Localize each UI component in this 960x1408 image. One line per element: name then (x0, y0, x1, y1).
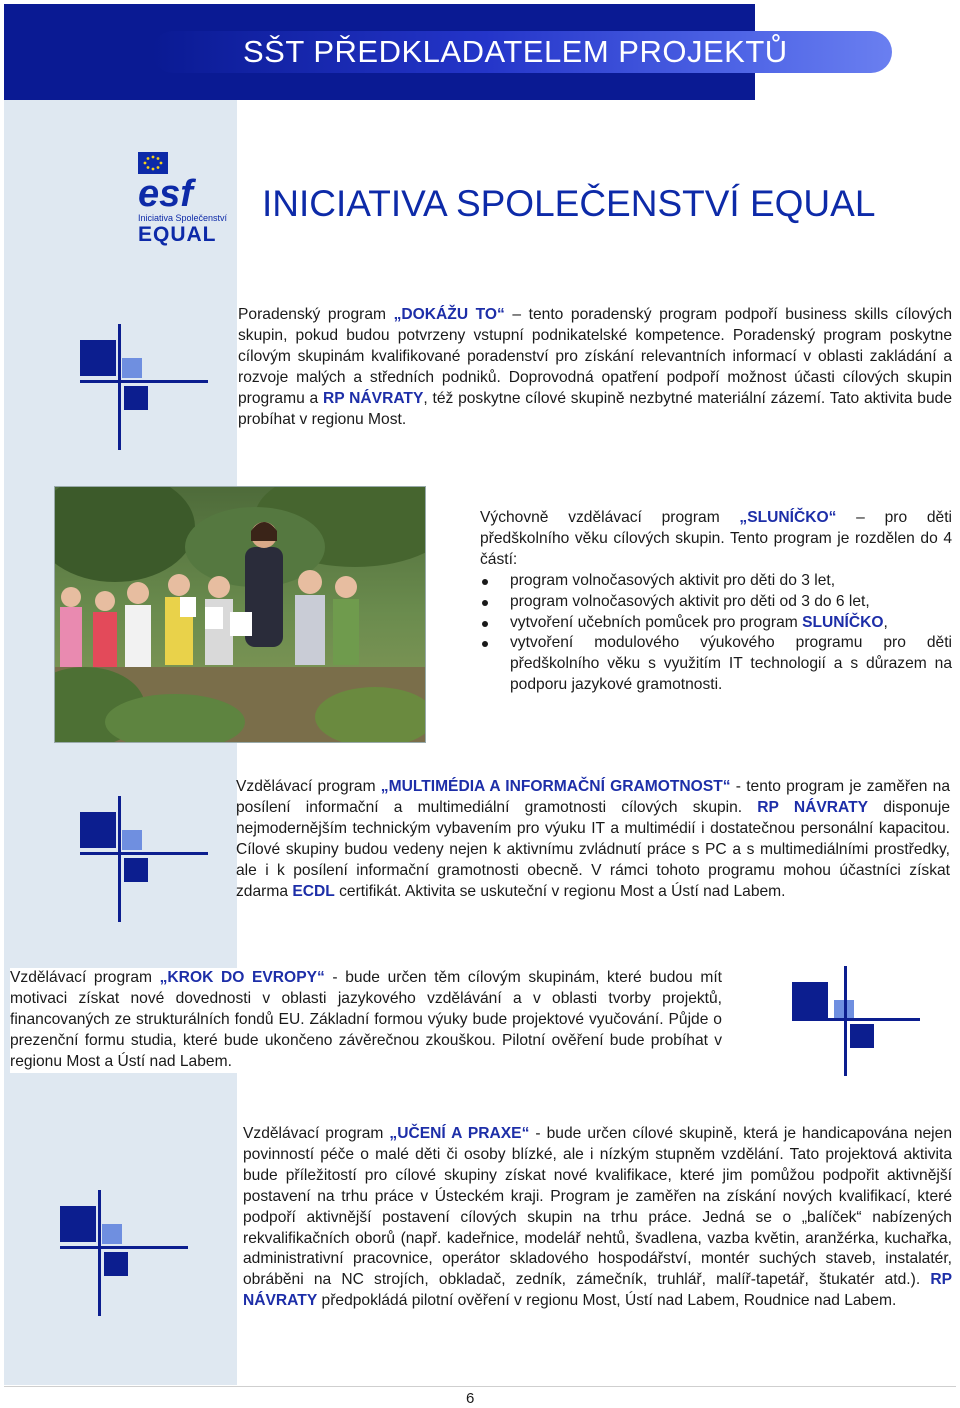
text: program volnočasových aktivit pro děti od 3 do 6 let, (510, 592, 870, 610)
text: předpokládá pilotní ověření v regionu Most, Ústí nad Labem, Roudnice nad Labem. (317, 1292, 897, 1310)
logo-line2: EQUAL (138, 223, 217, 246)
esf-logo-icon (136, 150, 240, 246)
text: Vzdělávací program (243, 1125, 390, 1142)
subtitle: INICIATIVA SPOLEČENSTVÍ EQUAL (262, 183, 876, 224)
text: - bude určen cílové skupině, která je handicapována nejen povinností péče o malé děti či osoby blízké, ale i nízkým stupněm vzdělání. Tato projektová aktivita bude příležitostí pro cílové skupiny získat nové kvalifikace, které jim pomůžou podpořit aktivnější postavení na trhu práce v Ústeckém kraji. Program je zaměřen na získání nových kvalifikací, které podpoří aktivnější postavení cílových skupin na trhu práce. Jedná se o „balíček“ nabízených rekvalifikačních oborů (např. kadeřnice, modelář nehtů, švadlena, vazba květin, aranžérka, kuchařka, administrativní pracovnice, operátor skladového hospodářství, montér suchých staveb, instalatér, obráběni na NC strojích, obkladač, zedník, zámečník, truhlář, malíř-tapetář, štukatér atd.). (243, 1125, 952, 1289)
cross-icon (80, 796, 210, 926)
text: Vzdělávací program (10, 969, 160, 986)
esf-equal-logo (136, 150, 240, 246)
section-slunicko (480, 508, 952, 696)
rp-navraty-label: RP NÁVRATY (243, 1271, 952, 1310)
children-photo (54, 486, 426, 743)
cross-icon (60, 1190, 190, 1320)
program-name-slunicko: „SLUNÍČKO“ (739, 509, 837, 526)
esf-text: esf (138, 173, 193, 215)
section-multimedia (236, 777, 950, 902)
text: - tento program je zaměřen na posílení informační a multimediální gramotnosti cílových skupin. (236, 778, 950, 816)
program-name-multimedia: „MULTIMÉDIA A INFORMAČNÍ GRAMOTNOST“ (380, 778, 731, 795)
cross-icon (792, 966, 922, 1096)
section-krok (10, 968, 722, 1073)
text: , též poskytne cílové skupině nezbytné materiální zázemí. Tato aktivita bude probíhat v regionu Most. (238, 389, 953, 428)
rp-navraty-label: RP NÁVRATY (322, 389, 424, 407)
slunicko-list (480, 571, 952, 696)
text: vytvoření učebních pomůcek pro program (510, 613, 803, 631)
program-name-praxe: „UČENÍ A PRAXE“ (389, 1125, 530, 1142)
text: Vzdělávací program (236, 778, 381, 795)
photo-illustration (55, 487, 425, 742)
program-name-krok: „KROK DO EVROPY“ (159, 969, 325, 986)
text: – pro děti předškolního věku cílových skupin. Tento program je rozdělen do 4 částí: (480, 509, 952, 568)
page-title: SŠT PŘEDKLADATELEM PROJEKTŮ (243, 34, 788, 69)
section-dokazu (238, 305, 952, 430)
footer-rule (4, 1386, 956, 1387)
cross-icon (80, 324, 210, 454)
text: Poradenský program (238, 306, 394, 323)
list-item: vytvoření modulového výukového programu pro děti předškolního věku s využitím IT technologií a s důrazem na podporu jazykové gramotnosti. (480, 633, 952, 696)
text: certifikát. Aktivita se uskuteční v regionu Most a Ústí nad Labem. (334, 882, 786, 900)
text: , (883, 613, 888, 631)
list-item (480, 613, 952, 634)
list-item: program volnočasových aktivit pro děti do 3 let, (480, 571, 952, 592)
logo-line1: Iniciativa Společenství (138, 213, 228, 223)
text: – tento poradenský program podpoří business skills cílových skupin, pokud budou potvrzeny vstupní podnikatelské kompetence. Poradenský program poskytne cílovým skupinám kvalifikované poradenství pro získání relevantních informací v oblasti zakládání a rozvoje malých a středních podniků. Doprovodná opatření podpoří možnost účasti cílových skupin programu a (238, 306, 953, 407)
program-name-slunicko-inline: SLUNÍČKO (802, 613, 884, 631)
ecdl-label: ECDL (292, 882, 335, 900)
text: - bude určen těm cílovým skupinám, které budou mít motivaci získat nové dovednosti v oblasti jazykového vzdělávání a v oblasti tvorby projektů, financovaných ze strukturálních fondů EU. Základní formou výuky bude projektové vyučování. Půjde o prezenční formu studia, které bude ukončeno závěrečnou zkouškou. Pilotní ověření bude probíhat v regionu Most a Ústí nad Labem. (10, 969, 723, 1070)
page-number: 6 (466, 1390, 475, 1407)
rp-navraty-label: RP NÁVRATY (757, 798, 869, 816)
list-item (480, 592, 952, 613)
text: disponuje nejmodernějším technickým vybavením pro výuku IT a multimédií i dostatečnou personální kapacitou. Cílové skupiny budou vedeny nejen k aktivnímu zvládnutí práce s PC a s multimediálními prostředky, ale i k posílení informační gramotnosti obecně. V rámci tohoto programu mohou účastníci získat zdarma (236, 798, 950, 900)
program-name-dokazu: „DOKÁŽU TO“ (393, 306, 505, 323)
section-praxe (243, 1124, 952, 1312)
text: Výchovně vzdělávací program (480, 509, 740, 526)
